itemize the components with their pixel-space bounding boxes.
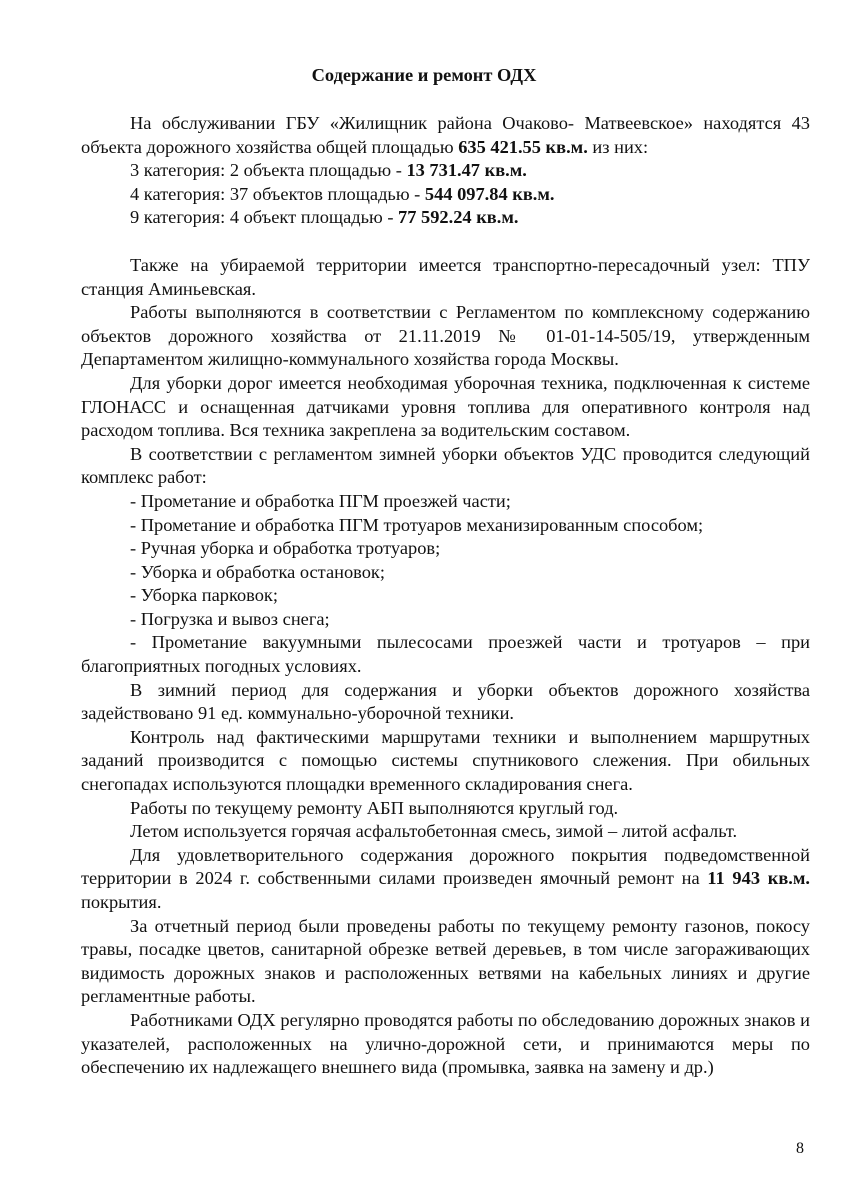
category-area: 544 097.84 кв.м. — [424, 183, 555, 204]
abp-paragraph: Работы по текущему ремонту АБП выполняются круглый год. — [130, 797, 619, 818]
signs-paragraph: Работниками ОДХ регулярно проводятся работы по обследованию дорожных знаков и указателей, расположенных на улично-дорожной сети, и принимаются меры по обеспечению их надлежащего внешнего вида (промывка, заявка на замену и др.) — [81, 1009, 810, 1078]
asphalt-paragraph: Летом используется горячая асфальтобетонная смесь, зимой – литой асфальт. — [130, 821, 738, 842]
winter-intro-paragraph: В соответствии с регламентом зимней уборки объектов УДС проводится следующий комплекс работ: — [81, 443, 810, 488]
category-label: 9 категория: 4 объект площадью - — [130, 207, 399, 228]
winter-fleet-paragraph: В зимний период для содержания и уборки объектов дорожного хозяйства задействовано 91 ед. коммунально-уборочной техники. — [81, 679, 810, 724]
paragraph-gap — [81, 230, 810, 254]
winter-work-item-vacuum: - Прометание вакуумными пылесосами проезжей части и тротуаров – при благоприятных погодных условиях. — [81, 632, 810, 677]
category-line — [81, 159, 810, 183]
lawns-paragraph: За отчетный период были проведены работы по текущему ремонту газонов, покосу травы, посадке цветов, санитарной обрезке ветвей деревьев, в том числе загораживающих видимость дорожных знаков и расположенных ветвями на кабельных линиях и другие регламентные работы. — [81, 915, 810, 1007]
category-label: 4 категория: 37 объектов площадью - — [130, 183, 425, 204]
category-line — [81, 183, 810, 207]
winter-work-item: - Погрузка и вывоз снега; — [130, 608, 330, 629]
intro-text-start: На обслуживании ГБУ «Жилищник района Очаково- Матвеевское» находятся 43 объекта дорожного хозяйства общей площадью — [81, 113, 810, 157]
category-area: 13 731.47 кв.м. — [406, 160, 527, 181]
category-label: 3 категория: 2 объекта площадью - — [130, 160, 407, 181]
total-area: 635 421.55 кв.м. — [458, 136, 588, 157]
winter-work-item: - Прометание и обработка ПГМ тротуаров механизированным способом; — [130, 514, 704, 535]
repair-text-end: покрытия. — [81, 892, 162, 912]
winter-work-item: - Ручная уборка и обработка тротуаров; — [130, 538, 441, 559]
document-body — [81, 112, 810, 1080]
intro-paragraph — [81, 112, 810, 159]
glonass-paragraph: Для уборки дорог имеется необходимая уборочная техника, подключенная к системе ГЛОНАСС и оснащенная датчиками уровня топлива для оперативного контроля над расходом топлива. Вся техника закреплена за водительским составом. — [81, 372, 810, 441]
winter-work-item: - Прометание и обработка ПГМ проезжей части; — [130, 490, 511, 511]
repair-paragraph — [81, 844, 810, 915]
repair-area: 11 943 кв.м. — [707, 868, 810, 889]
winter-work-item: - Уборка парковок; — [130, 585, 278, 606]
category-area: 77 592.24 кв.м. — [398, 207, 519, 228]
category-line — [81, 206, 810, 230]
control-paragraph: Контроль над фактическими маршрутами техники и выполнением маршрутных заданий производится с помощью системы спутникового слежения. При обильных снегопадах используются площадки временного складирования снега. — [81, 726, 810, 795]
intro-text-end: из них: — [587, 136, 649, 157]
winter-work-item: - Уборка и обработка остановок; — [130, 561, 385, 582]
reglament-paragraph: Работы выполняются в соответствии с Регламентом по комплексному содержанию объектов дорожного хозяйства от 21.11.2019 № 01-01-14-505/19, утвержденным Департаментом жилищно-коммунального хозяйства города Москвы. — [81, 302, 810, 370]
tpu-paragraph: Также на убираемой территории имеется транспортно-пересадочный узел: ТПУ станция Аминьевская. — [81, 254, 810, 299]
repair-text-start: Для удовлетворительного содержания дорожного покрытия подведомственной территории в 2024 г. собственными силами произведен ямочный ремонт на — [81, 844, 810, 889]
page-number: 8 — [796, 1140, 804, 1157]
page-title: Содержание и ремонт ОДХ — [311, 65, 537, 85]
